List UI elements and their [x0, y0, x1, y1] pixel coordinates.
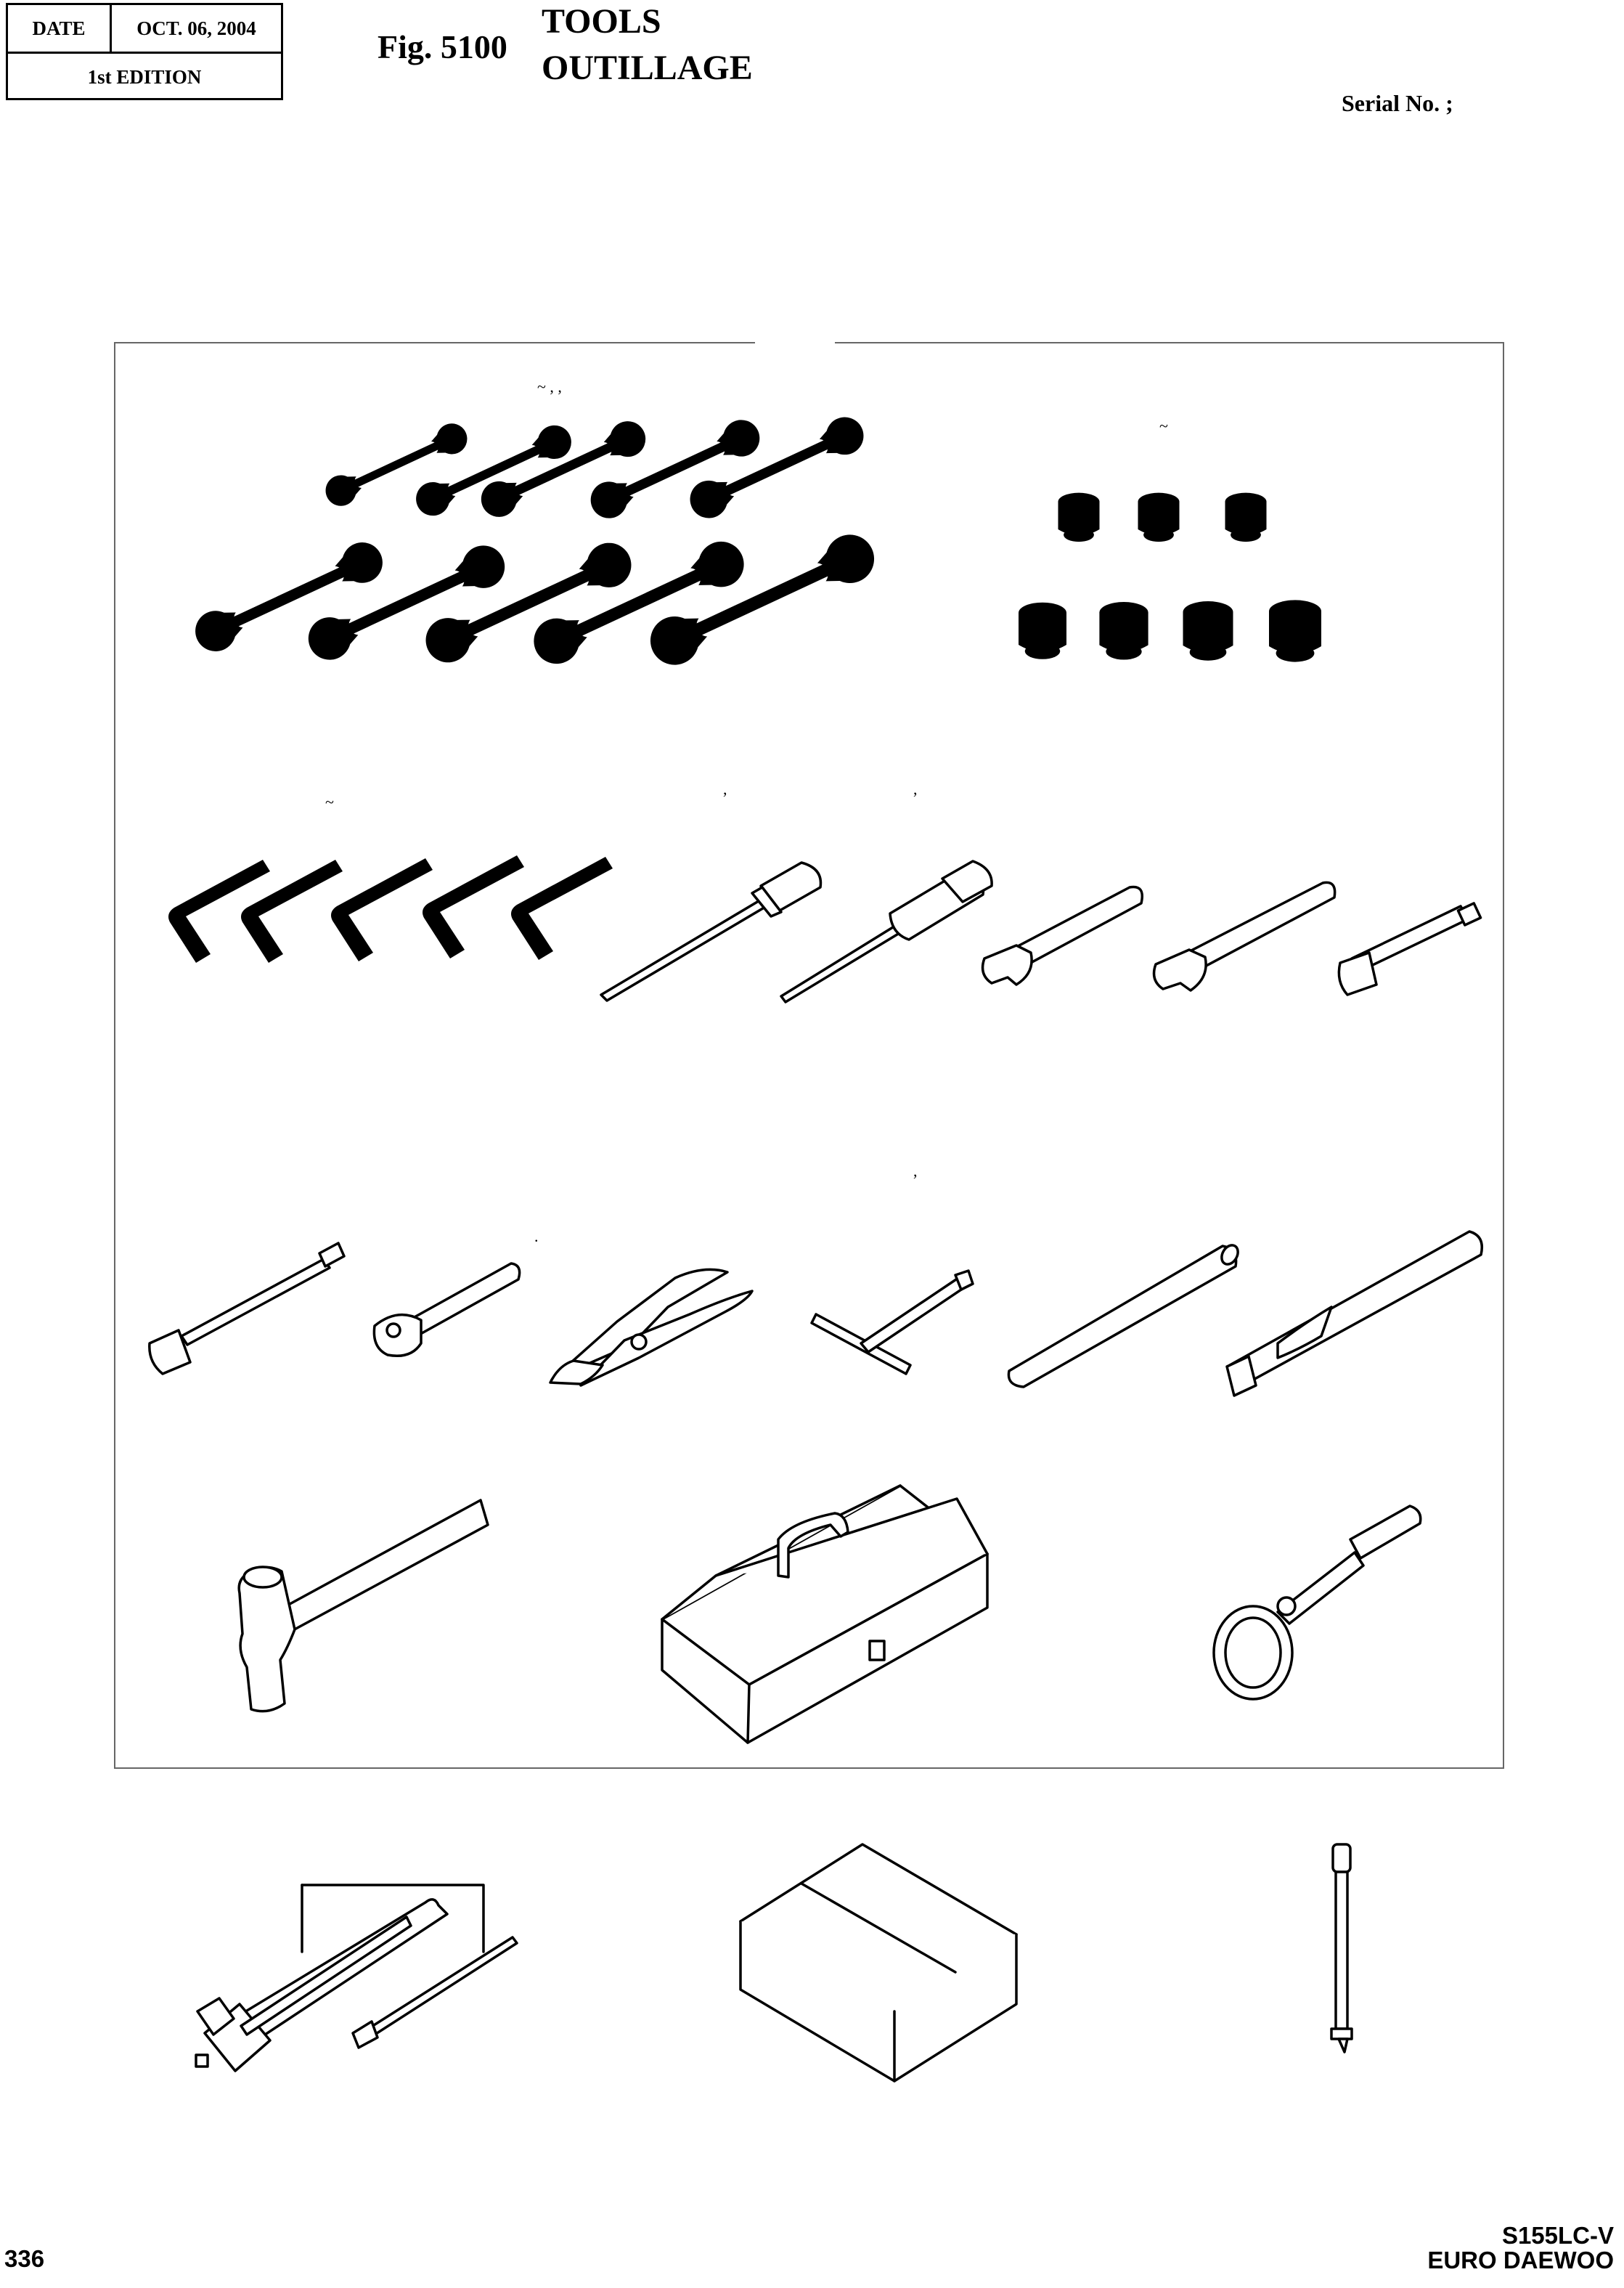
model-footer [1427, 2223, 1614, 2273]
adjustable-wrench [983, 882, 1335, 990]
page-number: 336 [4, 2245, 45, 2272]
socket [1019, 493, 1321, 662]
extension-bar [150, 1243, 344, 1374]
residual-mark: , [913, 1162, 918, 1180]
figure-number: Fig. 5100 [378, 28, 507, 65]
hammer [239, 1500, 488, 1711]
date-value: OCT. 06, 2004 [136, 17, 256, 39]
ratchet [374, 1263, 519, 1356]
open-end-wrench [321, 411, 870, 524]
page-title-french: OUTILLAGE [542, 49, 753, 87]
cardboard-box [740, 1844, 1016, 2081]
residual-mark: ~ , , [537, 378, 562, 396]
hex-key [168, 855, 613, 963]
t-handle [812, 1271, 973, 1374]
residual-mark: ~ [325, 793, 334, 811]
edition-label: 1st EDITION [87, 65, 202, 88]
page-title-english: TOOLS [542, 2, 661, 41]
residual-mark: , [723, 780, 727, 798]
serial-number-label: Serial No. ; [1342, 90, 1453, 116]
model-name: S155LC-V [1501, 2222, 1614, 2249]
extension-bar [1339, 903, 1480, 995]
residual-mark: . [534, 1227, 539, 1245]
tool-box [662, 1486, 987, 1743]
date-label: DATE [8, 5, 112, 52]
residual-mark: ~ [1159, 417, 1168, 435]
filter-wrench [1214, 1506, 1421, 1699]
sleeve-pipe [1227, 1231, 1482, 1396]
brand-name: EURO DAEWOO [1427, 2247, 1614, 2273]
residual-mark: , [913, 780, 918, 798]
drift-rod [1331, 1844, 1352, 2052]
pliers [550, 1269, 752, 1385]
open-end-wrench [189, 526, 882, 672]
pipe [1008, 1242, 1241, 1387]
screwdriver-flat [601, 863, 820, 1001]
grease-gun [196, 1885, 517, 2071]
